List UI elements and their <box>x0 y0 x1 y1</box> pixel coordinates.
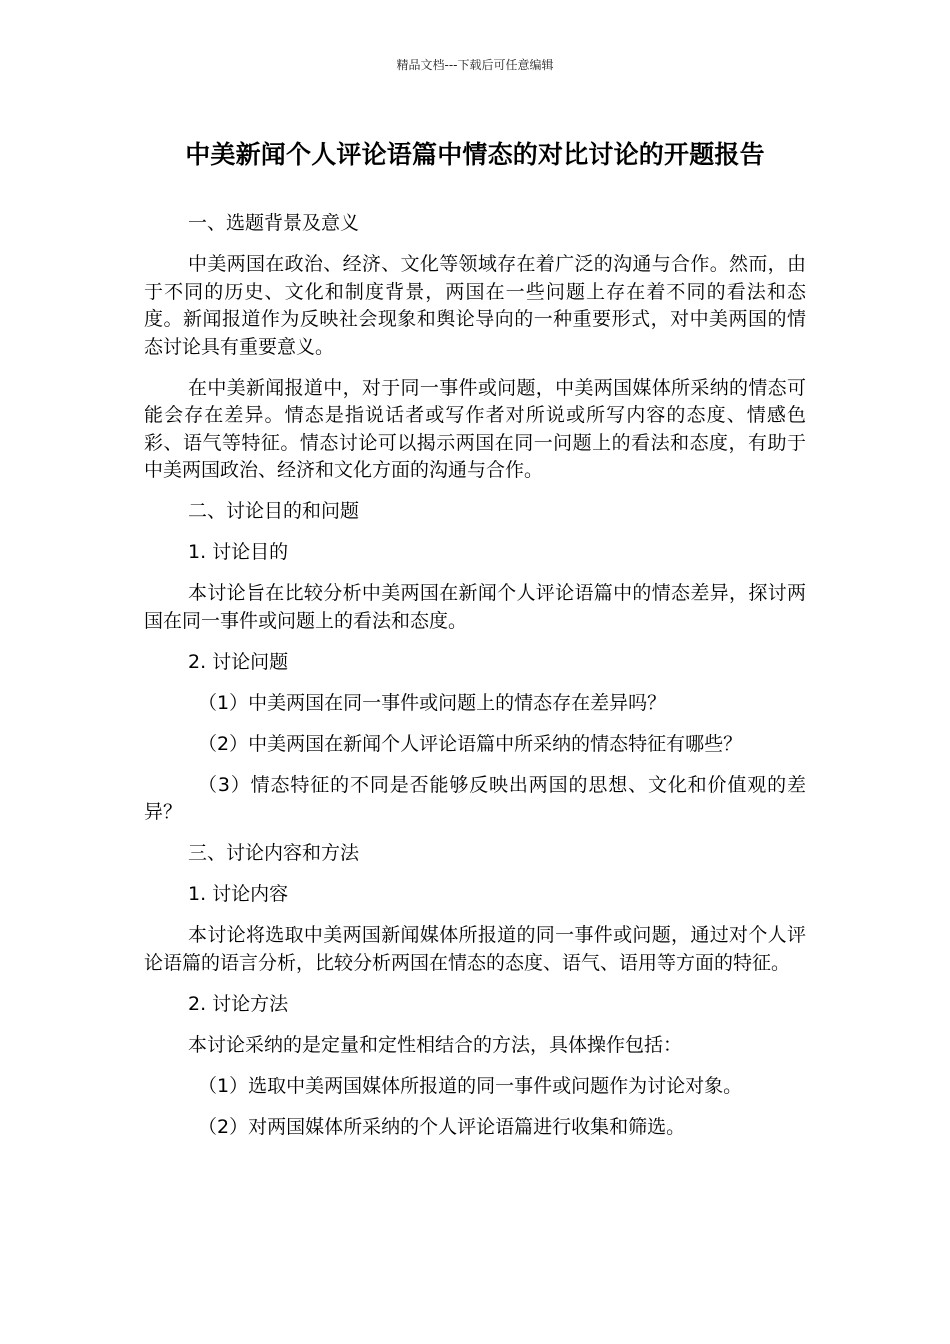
section-heading: 一、选题背景及意义 <box>188 212 360 234</box>
list-item: （2）对两国媒体所采纳的个人评论语篇进行收集和筛选。 <box>198 1115 686 1138</box>
subsection-heading: 2. 讨论问题 <box>188 650 289 673</box>
list-item: （1）选取中美两国媒体所报道的同一事件或问题作为讨论对象。 <box>198 1074 743 1097</box>
section-heading: 三、讨论内容和方法 <box>188 842 360 864</box>
subsection-heading: 1. 讨论目的 <box>188 541 289 563</box>
body-paragraph: 在中美新闻报道中，对于同一事件或问题，中美两国媒体所采纳的情态可能会存在差异。情态是指说话者或写作者对所说或所写内容的态度、情感色彩、语气等特征。情态讨论可以揭示两国在同一问题上的看法和态度，有助于中美两国政治、经济和文化方面的沟通与合作。 <box>144 376 806 481</box>
body-paragraph: 中美两国在政治、经济、文化等领域存在着广泛的沟通与合作。然而，由于不同的历史、文化和制度背景，两国在一些问题上存在着不同的看法和态度。新闻报道作为反映社会现象和舆论导向的一种重要形式，对中美两国的情态讨论具有重要意义。 <box>144 253 806 358</box>
list-item: （3）情态特征的不同是否能够反映出两国的思想、文化和价值观的差异？ <box>144 773 806 823</box>
body-paragraph: 本讨论旨在比较分析中美两国在新闻个人评论语篇中的情态差异，探讨两国在同一事件或问题上的看法和态度。 <box>144 582 806 632</box>
body-paragraph: 本讨论将选取中美两国新闻媒体所报道的同一事件或问题，通过对个人评论语篇的语言分析，比较分析两国在情态的态度、语气、语用等方面的特征。 <box>144 924 806 974</box>
section-heading: 二、讨论目的和问题 <box>188 500 360 522</box>
document-body <box>144 210 806 1155</box>
body-paragraph: 本讨论采纳的是定量和定性相结合的方法，具体操作包括： <box>188 1033 683 1056</box>
subsection-heading: 2. 讨论方法 <box>188 992 289 1015</box>
list-item: （1）中美两国在同一事件或问题上的情态存在差异吗？ <box>198 691 667 714</box>
list-item: （2）中美两国在新闻个人评论语篇中所采纳的情态特征有哪些？ <box>198 732 743 755</box>
header-watermark: 精品文档---下载后可任意编辑 <box>396 58 554 72</box>
subsection-heading: 1. 讨论内容 <box>188 883 289 905</box>
document-title: 中美新闻个人评论语篇中情态的对比讨论的开题报告 <box>185 140 765 169</box>
